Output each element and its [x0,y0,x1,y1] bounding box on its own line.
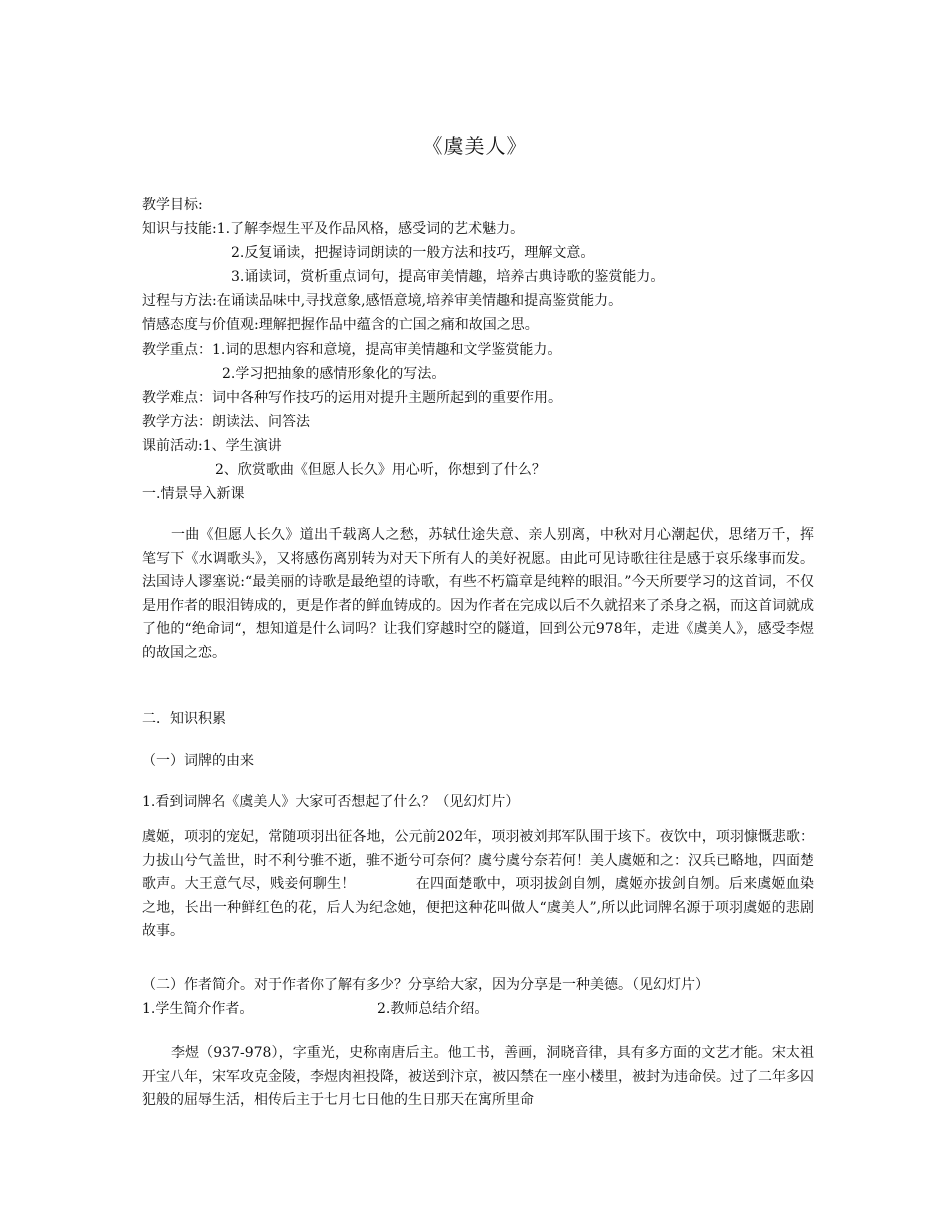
question-1: 1.看到词牌名《虞美人》大家可否想起了什么？（见幻灯片） [142,794,520,810]
subsection-2-heading: （二）作者简介。对于作者你了解有多少？分享给大家，因为分享是一种美德。（见幻灯片） [142,977,709,993]
section-2-heading: 二．知识积累 [142,711,226,727]
story-text-part2: 在四面楚歌中，项羽拔剑自刎，虞姬亦拔剑自刎。后来虞姬血染之地，长出一种鲜红色的花，后人为纪念她，便把这种花叫做人“虞美人”,所以此词牌名源于项羽虞姬的悲剧故事。 [142,876,815,940]
teaching-focus-2: 2.学习把抽象的感情形象化的写法。 [222,366,446,382]
knowledge-skill-1: 知识与技能:1.了解李煜生平及作品风格，感受词的艺术魅力。 [142,221,525,237]
pre-class-activity-1: 课前活动:1、学生演讲 [142,438,282,454]
knowledge-skill-3: 3.诵读词，赏析重点词句，提高审美情趣，培养古典诗歌的鉴赏能力。 [231,269,665,285]
page-title: 《虞美人》 [422,134,528,158]
teaching-difficulty: 教学难点：词中各种写作技巧的运用对提升主题所起到的重要作用。 [142,390,562,406]
intro-paragraph: 一曲《但愿人长久》道出千载离人之愁，苏轼仕途失意、亲人别离，中秋对月心潮起伏，思绪万千，挥笔写下《水调歌头》，又将感伤离别转为对天下所有人的美好祝愿。由此可见诗歌往往是感于哀乐缘事而发。法国诗人谬塞说:“最美丽的诗歌是最绝望的诗歌，有些不朽篇章是纯粹的眼泪。”今天所要学习的这首词，不仅是用作者的眼泪铸成的，更是作者的鲜血铸成的。因为作者在完成以后不久就招来了杀身之祸，而这首词就成了他的“绝命词“，想知道是什么词吗？让我们穿越时空的隧道，回到公元978年，走进《虞美人》，感受李煜的故国之恋。 [142,527,814,661]
objectives-heading: 教学目标: [142,197,203,213]
knowledge-skill-2: 2.反复诵读，把握诗词朗读的一般方法和技巧，理解文意。 [231,245,595,261]
step-1: 1.学生简介作者。 [142,1001,254,1017]
subsection-1-heading: （一）词牌的由来 [142,753,254,769]
emotion-values: 情感态度与价值观:理解把握作品中蕴含的亡国之痛和故国之思。 [142,317,539,333]
process-method: 过程与方法:在诵读品味中,寻找意象,感悟意境,培养审美情趣和提高鉴赏能力。 [142,293,623,309]
section-1-heading: 一.情景导入新课 [142,486,245,502]
bio-paragraph: 李煜（937-978），字重光，史称南唐后主。他工书，善画，洞晓音律，具有多方面的文艺才能。宋太祖开宝八年，宋军攻克金陵，李煜肉袒投降，被送到汴京，被囚禁在一座小楼里，被封为违命侯。过了二年多囚犯般的屈辱生活，相传后主于七月七日他的生日那天在寓所里命 [142,1045,814,1109]
story-text-part1: 虞姬，项羽的宠妃，常随项羽出征各地，公元前202年，项羽被刘邦军队围于垓下。夜饮中，项羽慷慨悲歌：力拔山兮气盖世，时不利兮骓不逝，骓不逝兮可奈何？虞兮虞兮奈若何！美人虞姬和之：汉兵已略地，四面楚歌声。大王意气尽，贱妾何聊生！ [142,829,814,893]
step-2: 2.教师总结介绍。 [377,1001,489,1017]
teaching-methods: 教学方法：朗读法、问答法 [142,414,310,430]
story-paragraph [142,826,814,944]
pre-class-activity-2: 2、欣赏歌曲《但愿人长久》用心听，你想到了什么？ [215,462,546,478]
teaching-focus-1: 教学重点：1.词的思想内容和意境，提高审美情趣和文学鉴赏能力。 [142,342,562,358]
